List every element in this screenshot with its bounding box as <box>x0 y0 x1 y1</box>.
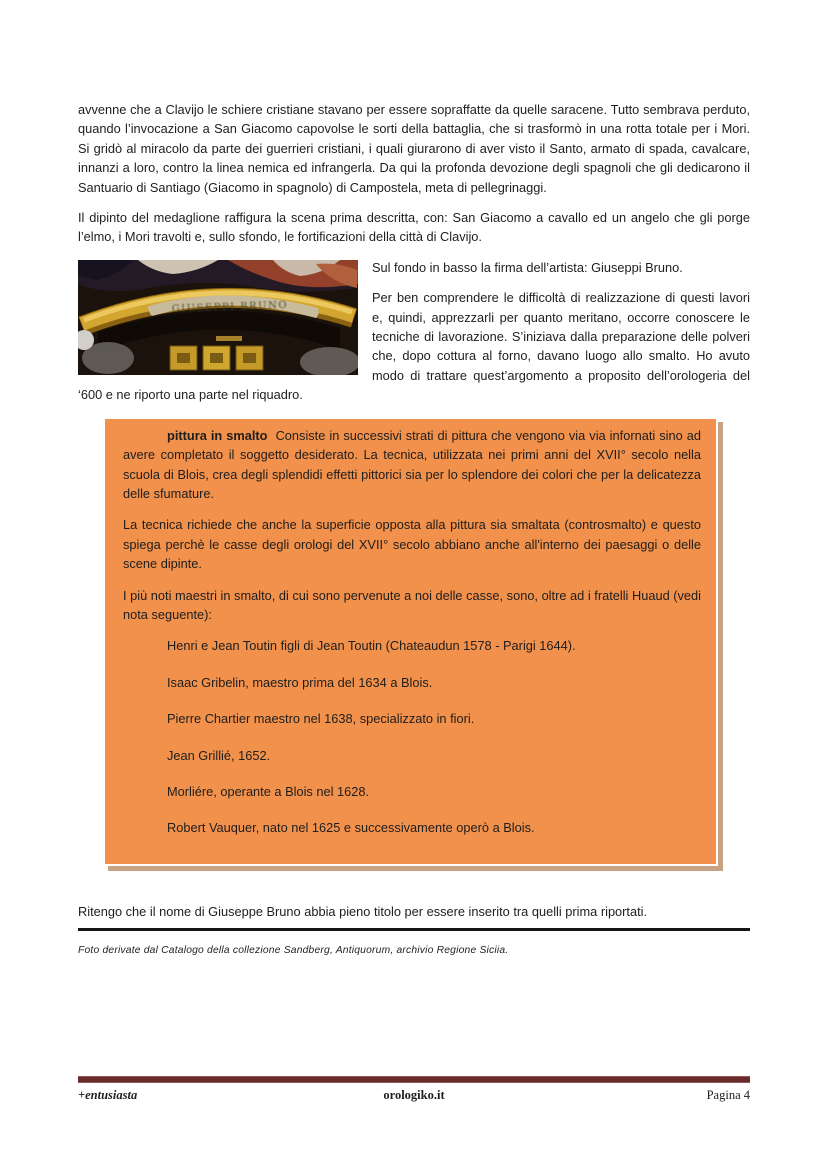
footer-row <box>78 1088 750 1103</box>
footer-author: +entusiasta <box>78 1088 138 1102</box>
medallion-photo-illustration <box>78 260 358 375</box>
paragraph-technique-intro: Per ben comprendere le difficoltà di realizzazione di questi lavori e, quindi, apprezzarli per quanto meritano, occorre conoscere le tecniche di lavorazione. S’iniziava dalla preparazione delle polveri che, dopo cottura al forno, davano luogo allo smalto. Ho avuto modo di trattare quest’argomento a proposito dell’orologeria del ‘600 e ne riporto una parte nel riquadro. <box>78 290 750 403</box>
box-paragraph-countersmalto: La tecnica richiede che anche la superficie opposta alla pittura sia smaltata (controsmalto) e questo spiega perchè le casse degli orologi del XVII° secolo abbiano anche all'interno dei paesaggi o delle scene dipinte. <box>123 517 701 572</box>
master-list-item: Isaac Gribelin, maestro prima del 1634 a Blois. <box>167 674 433 690</box>
box-paragraph-lead <box>123 426 701 504</box>
closing-statement: Ritengo che il nome di Giuseppe Bruno abbia pieno titolo per essere inserito tra quelli prima riportati. <box>78 903 648 919</box>
paragraph-signature: Sul fondo in basso la firma dell’artista: Giuseppi Bruno. <box>372 259 683 275</box>
artist-signature-text: GIUSEPPI BRUNO <box>171 299 289 315</box>
closing-section <box>78 902 750 958</box>
footer-site: orologiko.it <box>383 1088 445 1102</box>
enamel-painting-box <box>103 417 718 866</box>
master-list-item: Pierre Chartier maestro nel 1638, specializzato in fiori. <box>167 711 475 727</box>
master-list-item: Morliére, operante a Blois nel 1628. <box>167 783 370 799</box>
page-body <box>78 100 750 958</box>
paragraph-clavijo-battle: avvenne che a Clavijo le schiere cristiane stavano per essere sopraffatte da quelle saracene. Tutto sembrava perduto, quando l’invocazione a San Giacomo capovolse le sorti della battaglia, che si trasformò in una rotta totale per i Mori. Si gridò al miracolo da parte dei guerrieri cristiani, i quali giurarono di aver visto il Santo, armato di spada, cavalcare, innanzi a loro, contro la linea nemica ed infrangerla. Da qui la profonda devozione degli spagnoli che gli dedicarono il Santuario di Santiago (Giacomo in spagnolo) di Campostela, meta di pellegrinaggi. <box>78 102 750 195</box>
medallion-photo <box>78 260 358 375</box>
closing-divider <box>78 928 750 931</box>
master-list-item: Robert Vauquer, nato nel 1625 e successivamente operò a Blois. <box>167 820 535 836</box>
photo-credit: Foto derivate dal Catalogo della collezione Sandberg, Antiquorum, archivio Regione Siciia. <box>78 945 509 957</box>
paragraph-medallion-scene: Il dipinto del medaglione raffigura la scena prima descritta, con: San Giacomo a cavallo ed un angelo che gli porge l’elmo, i Mori travolti e, sullo sfondo, le fortificazioni della città di Clavijo. <box>78 210 750 245</box>
box-paragraph-masters-intro: I più noti maestri in smalto, di cui sono pervenute a noi delle casse, sono, oltre ad i fratelli Huaud (vedi nota seguente): <box>123 587 701 622</box>
page-footer <box>78 1076 750 1103</box>
footer-divider <box>78 1076 750 1083</box>
box-lead-title: pittura in smalto <box>167 427 268 443</box>
master-list-item: Jean Grillié, 1652. <box>167 747 271 763</box>
footer-page-number: Pagina 4 <box>706 1088 750 1102</box>
master-list-item: Henri e Jean Toutin figli di Jean Toutin (Chateaudun 1578 - Parigi 1644). <box>167 638 576 654</box>
box-lead-text: Consiste in successivi strati di pittura che vengono via via infornati sino ad avere completato il soggetto desiderato. La tecnica, utilizzata nei primi anni del XVII° secolo nella scuola di Blois, crea degli splendidi effetti pittorici sia per lo splendore dei colori che per la delicatezza delle sfumature. <box>123 427 701 501</box>
